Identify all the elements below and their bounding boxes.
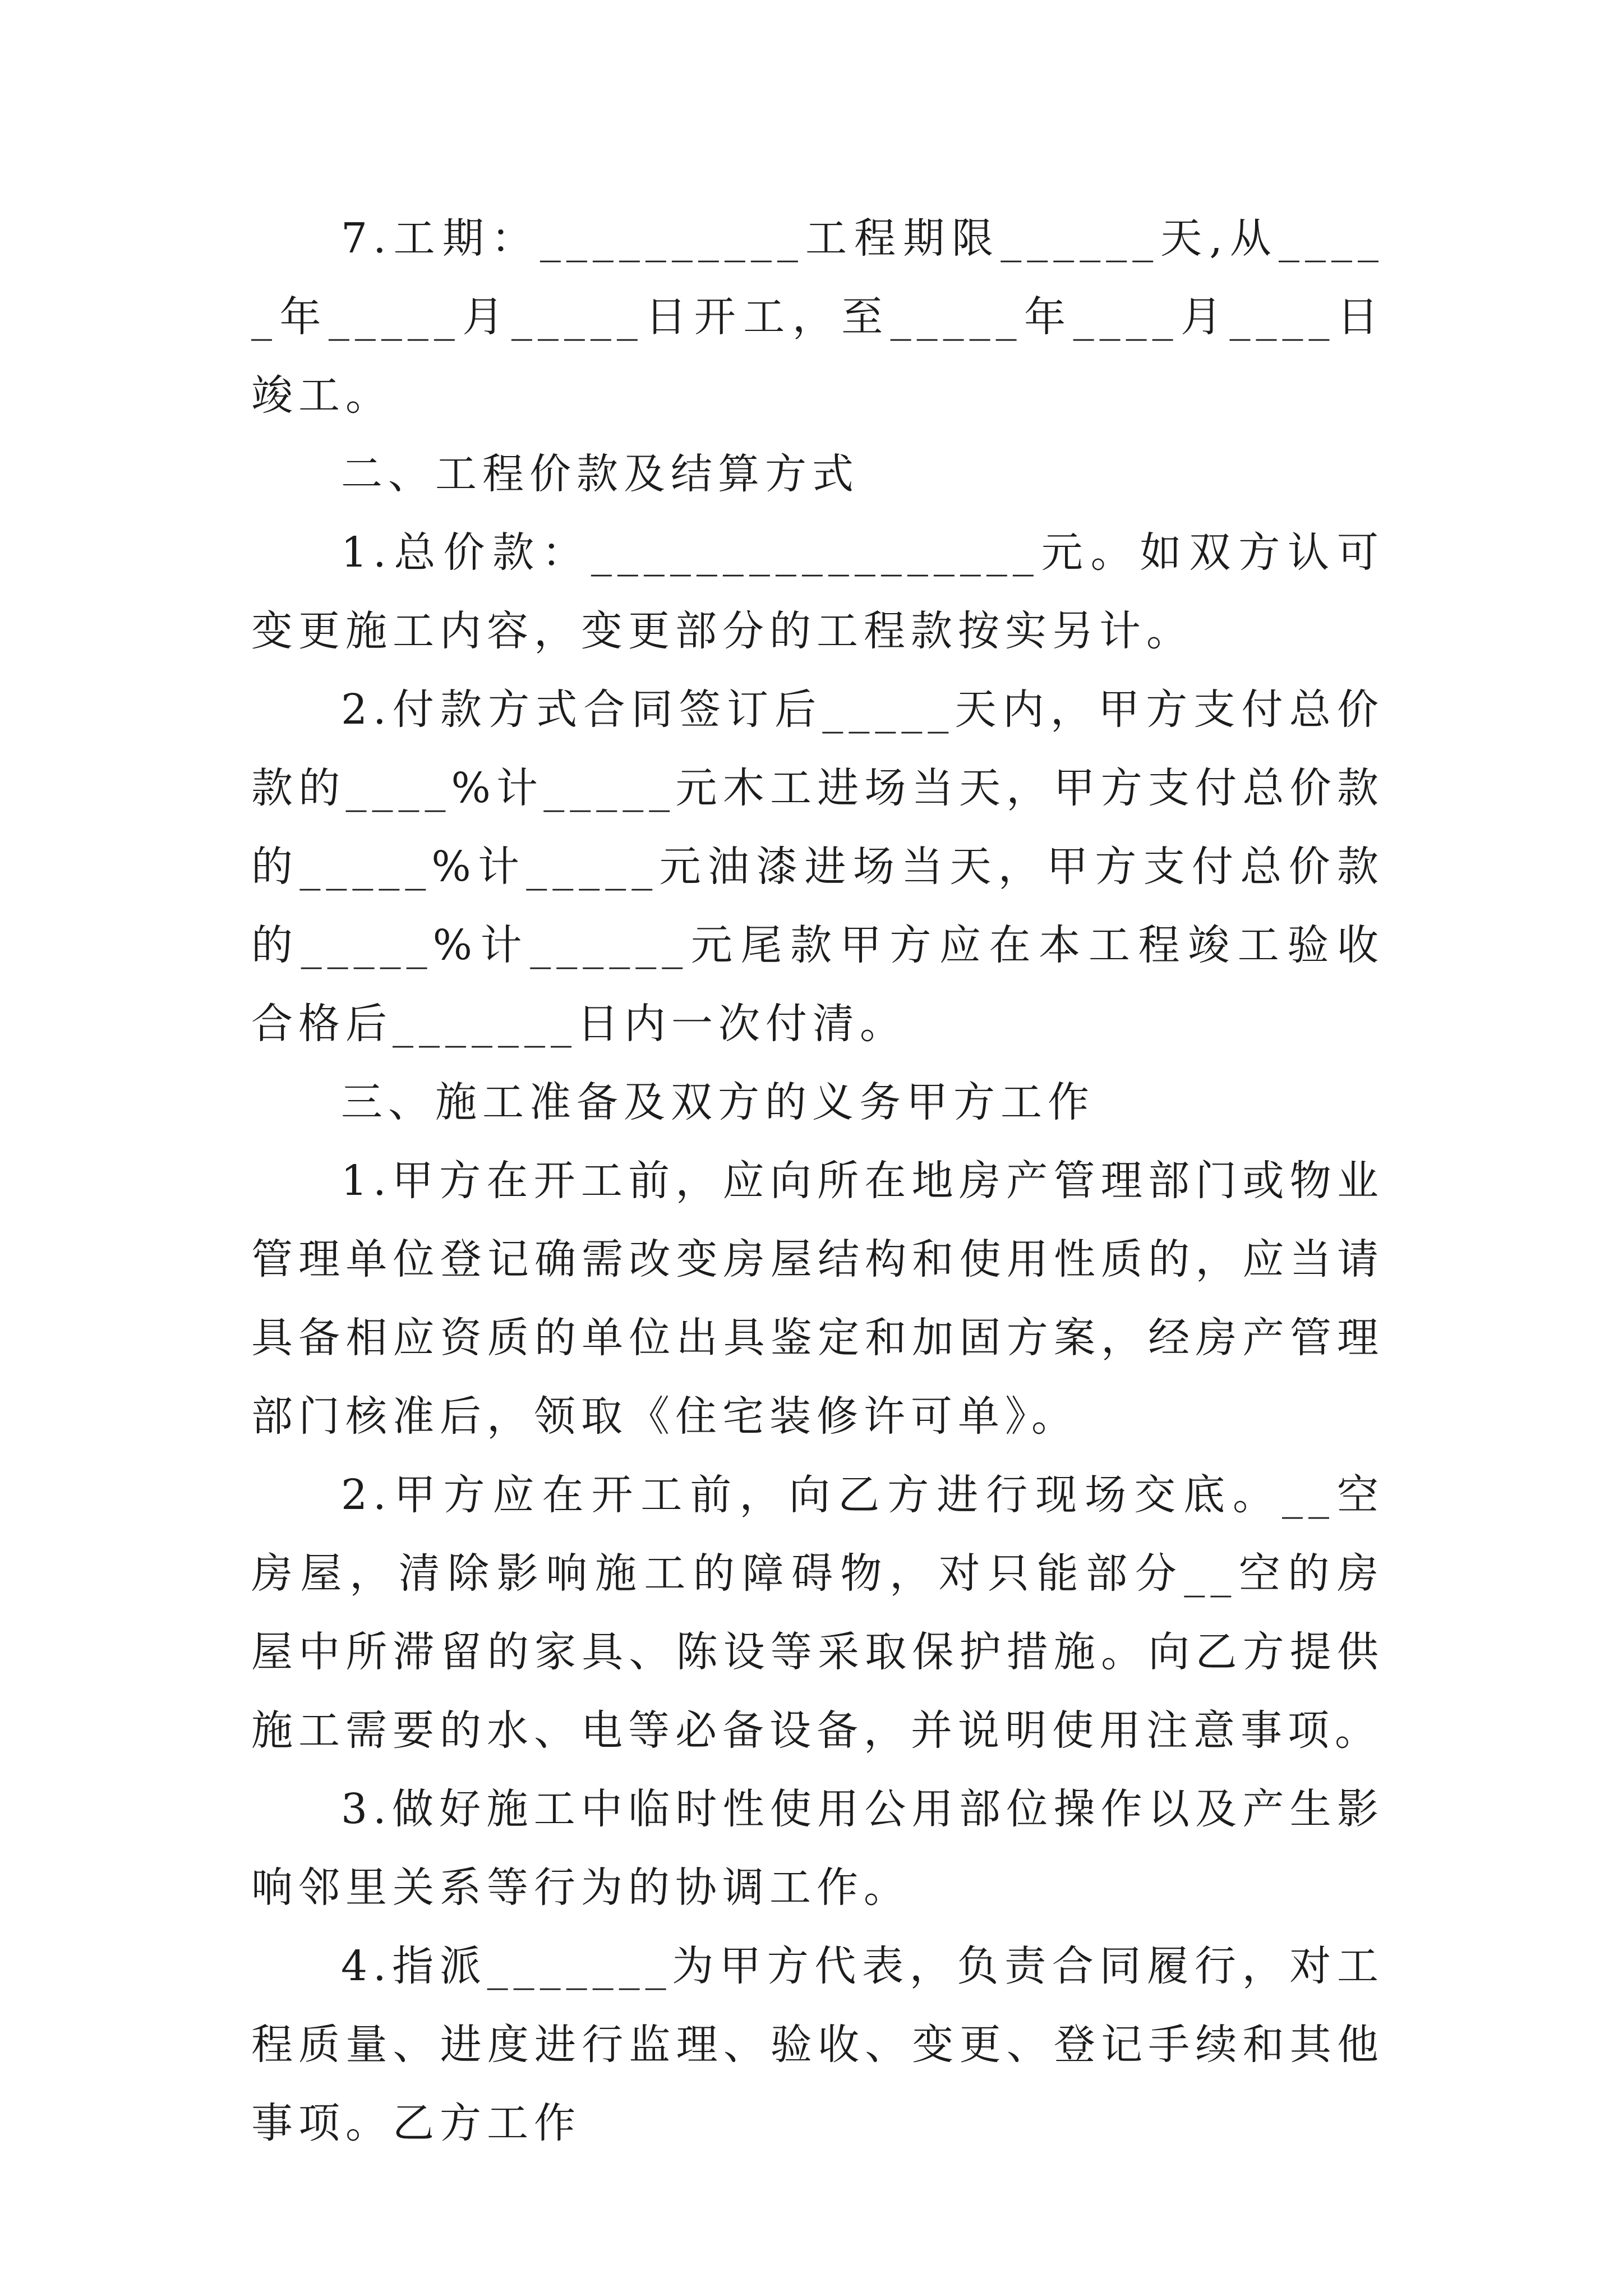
clause-party-a-representative: 4.指派_______为甲方代表，负责合同履行，对工程质量、进度进行监理、验收、变更、登记手续和其他事项。乙方工作 bbox=[251, 1942, 1384, 2147]
section-heading-preparation-obligations: 三、施工准备及双方的义务甲方工作 bbox=[341, 1078, 1095, 1126]
clause-construction-period: 7.工期：__________工程期限______天,从_____年_____月_____日开工，至_____年____月____日竣工。 bbox=[251, 214, 1384, 420]
section-heading-price-settlement: 二、工程价款及结算方式 bbox=[341, 450, 859, 498]
clause-total-price: 1.总价款：_________________元。如双方认可变更施工内容，变更部分的工程款按实另计。 bbox=[251, 528, 1384, 655]
clause-party-a-site-handover: 2.甲方应在开工前，向乙方进行现场交底。__空房屋，清除影响施工的障碍物，对只能部分__空的房屋中所滞留的家具、陈设等采取保护措施。向乙方提供施工需要的水、电等必备设备，并说明使用注意事项。 bbox=[251, 1471, 1384, 1755]
document-body bbox=[251, 199, 1384, 2162]
clause-party-a-coordination: 3.做好施工中临时性使用公用部位操作以及产生影响邻里关系等行为的协调工作。 bbox=[251, 1785, 1384, 1912]
clause-payment-method: 2.付款方式合同签订后_____天内，甲方支付总价款的____%计_____元木工进场当天，甲方支付总价款的_____%计_____元油漆进场当天，甲方支付总价款的_____%计______元尾款甲方应在本工程竣工验收合格后_______日内一次付清。 bbox=[251, 685, 1384, 1048]
clause-party-a-registration: 1.甲方在开工前，应向所在地房产管理部门或物业管理单位登记确需改变房屋结构和使用性质的，应当请具备相应资质的单位出具鉴定和加固方案，经房产管理部门核准后，领取《住宅装修许可单》。 bbox=[251, 1157, 1384, 1441]
